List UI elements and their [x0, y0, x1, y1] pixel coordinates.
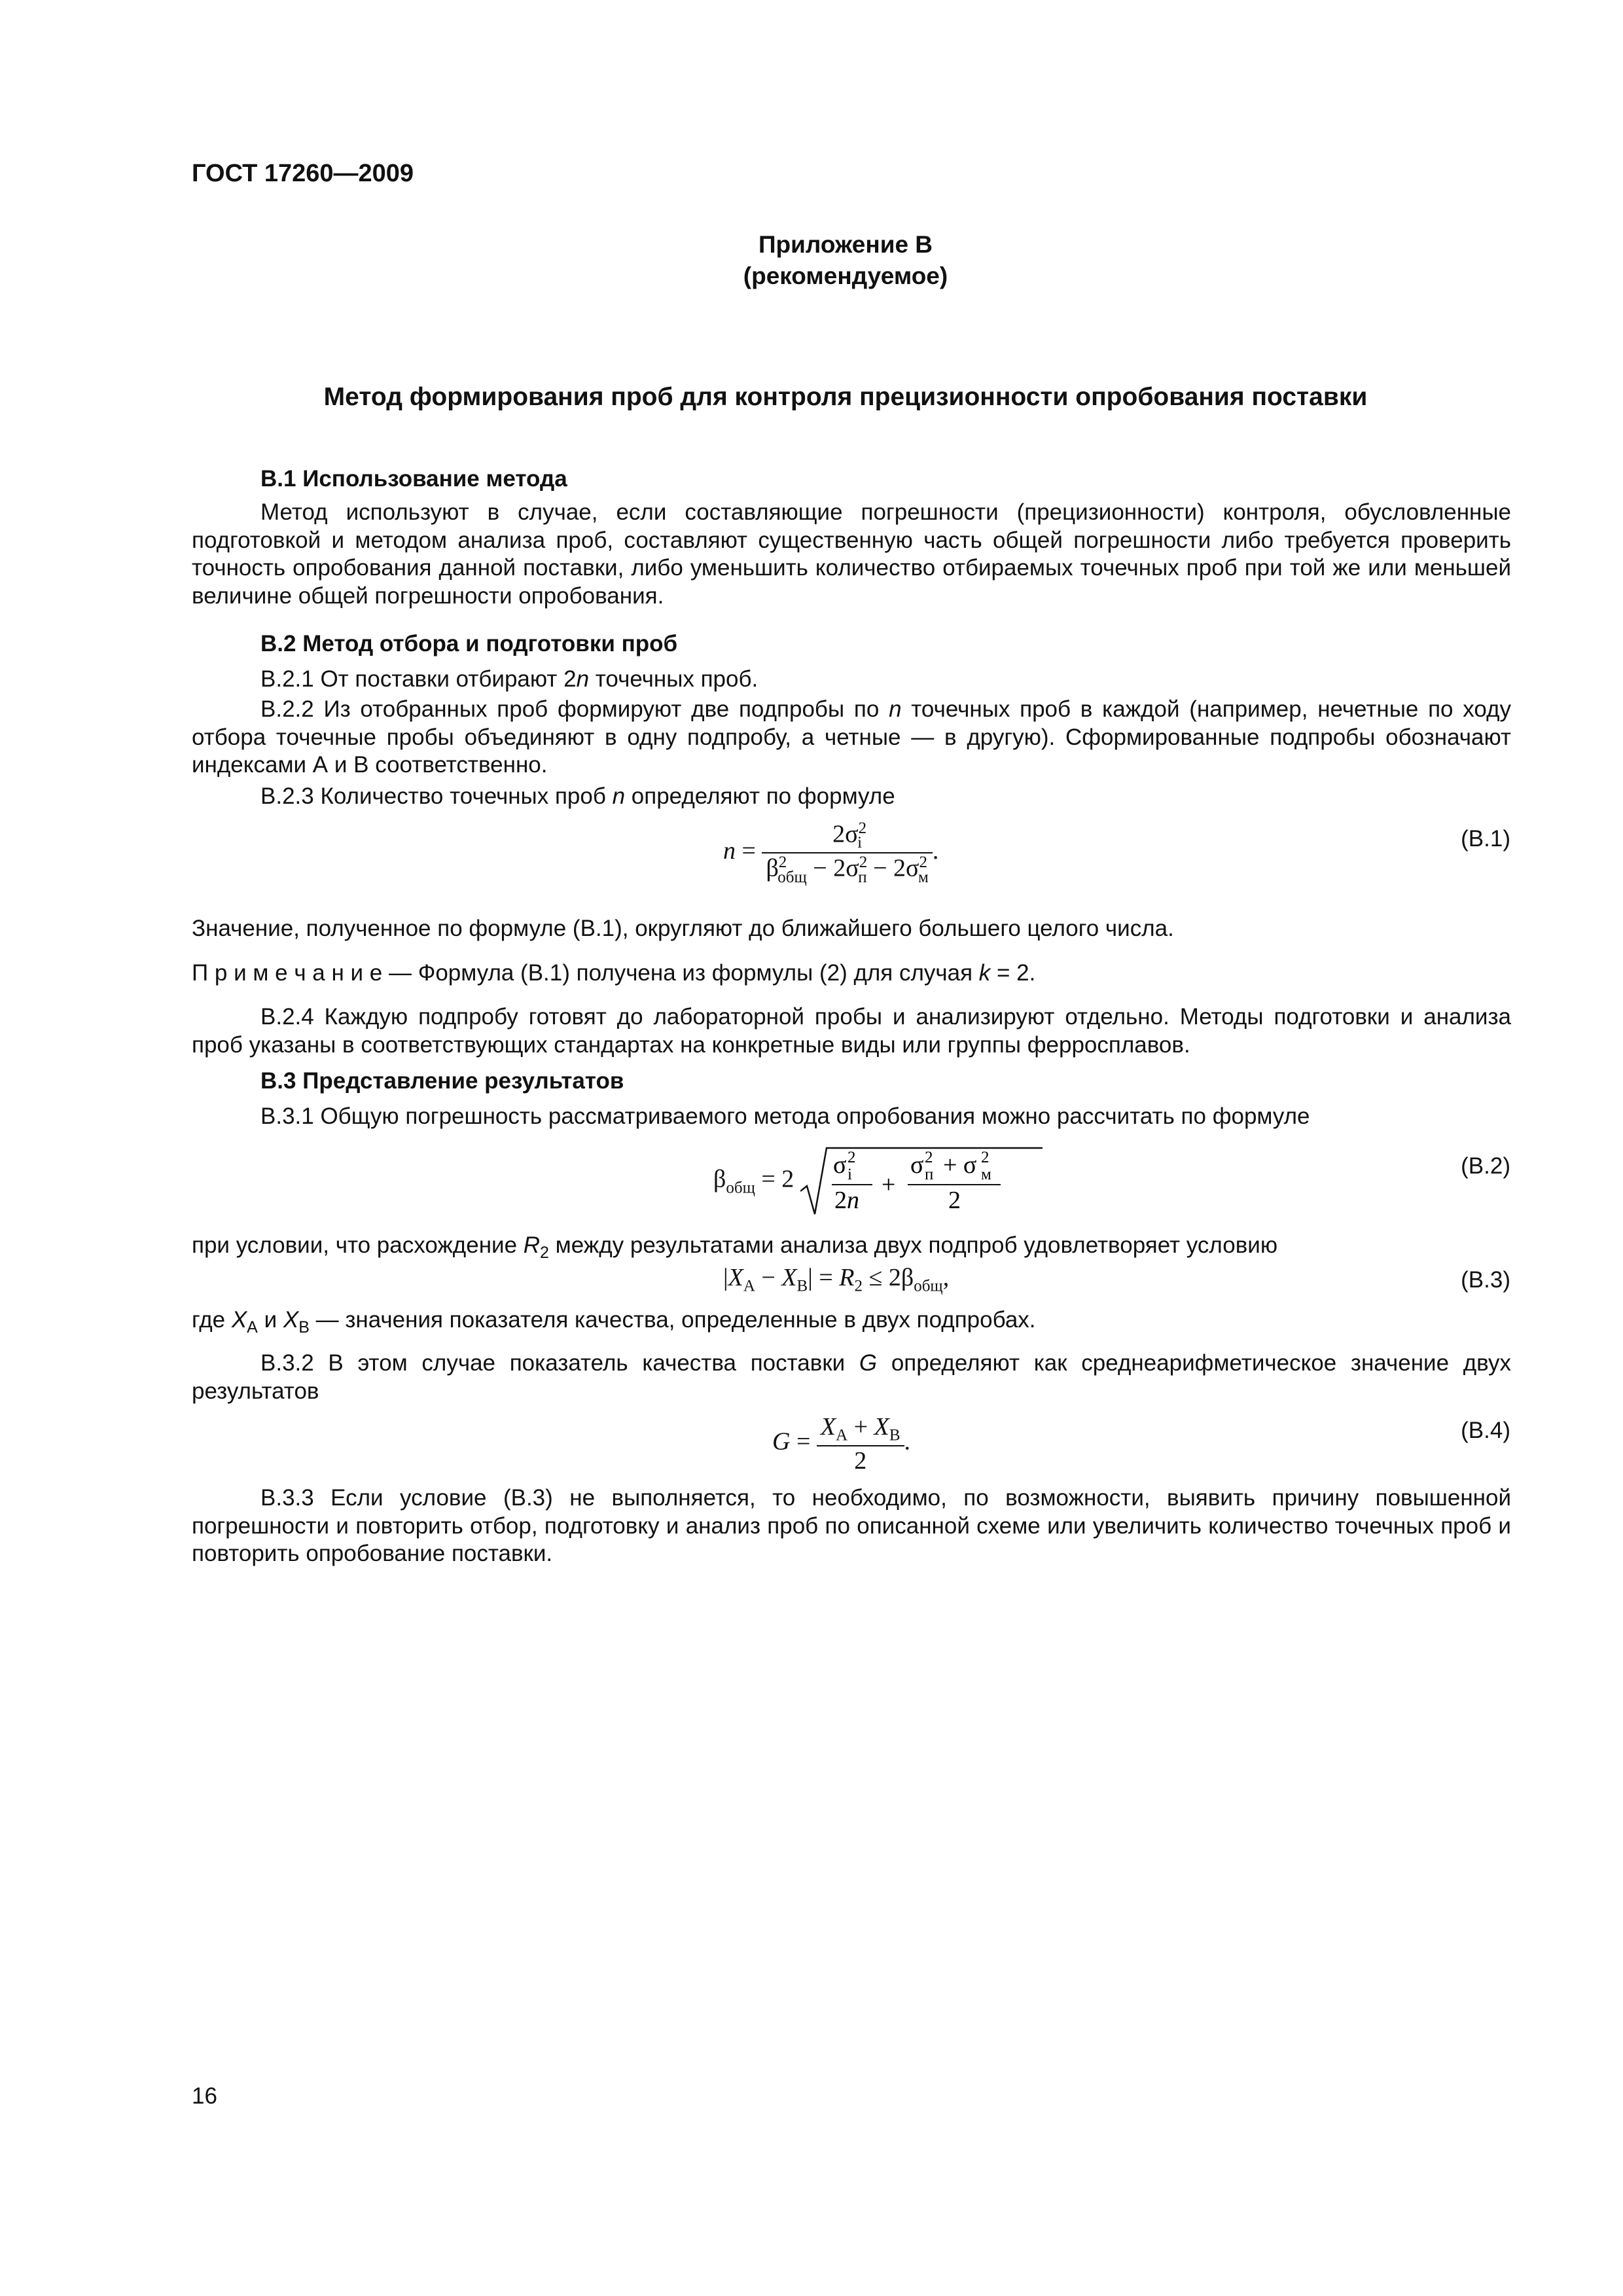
- para-b33: В.3.3 Если условие (В.3) не выполняется, то необходимо, по возможности, выявить причину повышенной погрешности и повторить отбор, подготовку и анализ проб по описанной схеме или увеличить количество точечных проб и повторить опробование поставки.: [192, 1485, 1511, 1566]
- formula-b1: n = $\frac{2\sigma^2_i}{\beta^2_{общ} - 2\sigma^2_п - 2\sigma^2_м}$ .: [723, 819, 939, 886]
- equation-number-b3: (В.3): [1461, 1267, 1510, 1293]
- formula-b3: $|X_А - X_В| = R_2 \le 2\beta_{общ}$,: [723, 1264, 950, 1295]
- svg-text:п: п: [924, 1166, 934, 1183]
- formula-b4: G = $\frac{X_А + X_В}{2}$ .: [772, 1413, 911, 1475]
- section-b1-text: Метод используют в случае, если составляющие погрешности (прецизионности) контроля, обусловленные подготовкой и методом анализа проб, составляют существенную часть общей погрешности либо требуется проверить точность опробования данной поставки, либо уменьшить количество отбираемых точечных проб при той же или меньшей величине общей погрешности опробования.: [192, 499, 1511, 609]
- appendix-label: [192, 229, 1499, 292]
- appendix-line1: Приложение В: [758, 231, 933, 258]
- equation-number-b2: (В.2): [1461, 1153, 1510, 1179]
- sqrt-icon: [800, 1145, 1043, 1217]
- svg-text:+ σ: + σ: [942, 1151, 977, 1179]
- formula-b2: $\beta_{общ} = 2$ σ 2 i 2n + σ 2 п + σ 2 м 2: [713, 1145, 1043, 1217]
- svg-text:σ: σ: [910, 1151, 924, 1179]
- note-b1: П р и м е ч а н и е — Формула (В.1) получена из формулы (2) для случая k = 2.: [192, 960, 1036, 986]
- svg-text:2: 2: [924, 1149, 933, 1166]
- page-number: 16: [192, 2083, 217, 2109]
- para-b23: В.2.3 Количество точечных проб n определяют по формуле: [260, 783, 895, 809]
- equation-number-b4: (В.4): [1461, 1418, 1510, 1443]
- svg-text:2: 2: [847, 1149, 856, 1166]
- para-b22: В.2.2 Из отобранных проб формируют две подпробы по n точечных проб в каждой (например, нечетные по ходу отбора точечные пробы объединяют в одну подпробу, а четные — в другую). Сформированные подпробы обозначают индексами А и В соответственно.: [192, 696, 1511, 778]
- svg-text:i: i: [847, 1166, 852, 1183]
- appendix-line2: (рекомендуемое): [743, 262, 948, 289]
- para-b21: В.2.1 От поставки отбирают 2n точечных проб.: [260, 666, 758, 692]
- para-where: где $X_А$ и $X_В$ — значения показателя качества, определенные в двух подпробах.: [192, 1307, 1036, 1336]
- para-b32: В.3.2 В этом случае показатель качества поставки G определяют как среднеарифметическое значение двух результатов: [192, 1350, 1511, 1404]
- equation-number-b1: (В.1): [1461, 826, 1510, 852]
- para-condition: при условии, что расхождение $R_2$ между результатами анализа двух подпроб удовлетворяет условию: [192, 1232, 1278, 1262]
- para-b31: В.3.1 Общую погрешность рассматриваемого метода опробования можно рассчитать по формуле: [260, 1103, 1310, 1129]
- svg-text:2: 2: [980, 1149, 990, 1166]
- svg-text:м: м: [980, 1166, 991, 1183]
- para-b1-rounding: Значение, полученное по формуле (В.1), округляют до ближайшего большего целого числа.: [192, 916, 1174, 941]
- document-header: ГОСТ 17260—2009: [192, 160, 414, 187]
- svg-text:σ: σ: [832, 1151, 847, 1179]
- section-b2-heading: В.2 Метод отбора и подготовки проб: [260, 631, 678, 656]
- appendix-title: Метод формирования проб для контроля прецизионности опробования поставки: [323, 383, 1368, 411]
- section-b1-heading: В.1 Использование метода: [260, 466, 567, 492]
- para-b24: В.2.4 Каждую подпробу готовят до лабораторной пробы и анализируют отдельно. Методы подготовки и анализа проб указаны в соответствующих стандартах на конкретные виды или группы ферросплавов.: [192, 1004, 1511, 1058]
- svg-text:+: +: [881, 1171, 896, 1198]
- svg-text:2n: 2n: [834, 1187, 859, 1214]
- svg-text:2: 2: [948, 1187, 961, 1214]
- section-b3-heading: В.3 Представление результатов: [260, 1068, 624, 1094]
